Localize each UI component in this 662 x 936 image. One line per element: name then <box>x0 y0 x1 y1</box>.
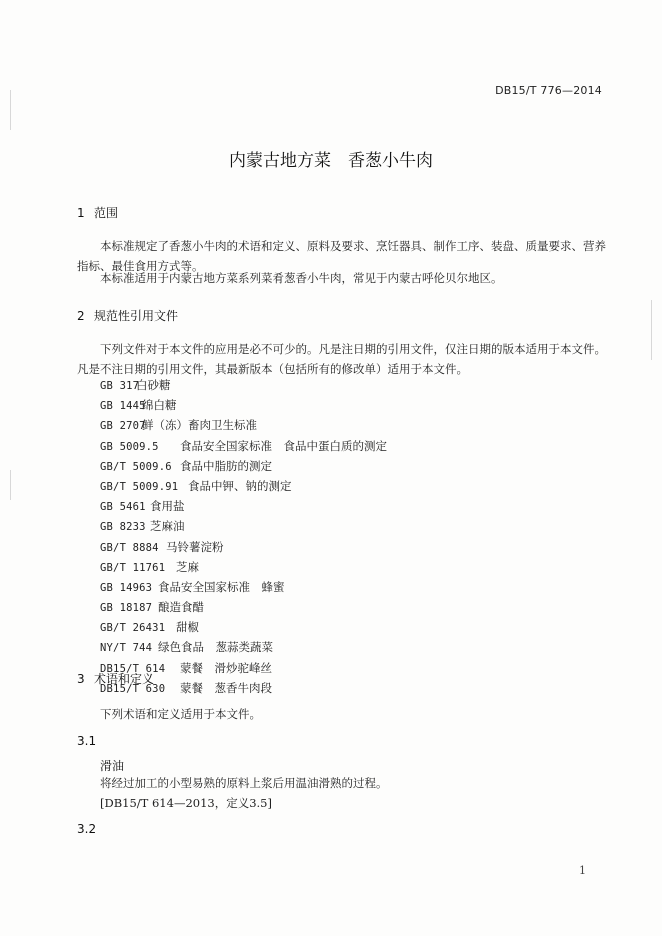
references-intro: 下列文件对于本文件的应用是必不可少的。凡是注日期的引用文件，仅注日期的版本适用于本文件。凡是不注日期的引用文件，其最新版本（包括所有的修改单）适用于本文件。 <box>77 342 606 376</box>
scope-paragraph-2: 本标准适用于内蒙古地方菜系列菜肴葱香小牛肉，常见于内蒙古呼伦贝尔地区。 <box>100 271 503 285</box>
list-item <box>100 557 387 577</box>
reference-code: GB/T 8884 <box>100 541 159 554</box>
section-number: 3 <box>77 672 85 686</box>
list-item <box>100 415 387 435</box>
page-number: 1 <box>579 864 586 877</box>
reference-name: 白砂糖 <box>136 378 171 392</box>
reference-name: 芝麻油 <box>150 519 185 534</box>
reference-code: GB 1445 <box>100 400 146 413</box>
list-item <box>100 537 387 557</box>
reference-code: GB 8233 <box>100 521 146 534</box>
reference-code: GB/T 11761 <box>100 561 166 574</box>
terms-intro: 下列术语和定义适用于本文件。 <box>100 707 261 721</box>
term-name: 滑油 <box>100 759 125 773</box>
document-number: DB15/T 776—2014 <box>495 84 602 97</box>
reference-name: 蒙餐 葱香牛肉段 <box>180 680 272 695</box>
section-title: 规范性引用文件 <box>94 309 179 323</box>
list-item <box>100 516 387 536</box>
section-heading-normative-references <box>77 307 178 324</box>
term-definition: 将经过加工的小型易熟的原料上浆后用温油滑熟的过程。 <box>100 776 388 790</box>
reference-name: 芝麻 <box>176 559 199 574</box>
list-item <box>100 617 387 637</box>
reference-name: 马铃薯淀粉 <box>166 539 224 554</box>
document-title: 内蒙古地方菜 香葱小牛肉 <box>229 151 433 171</box>
list-item <box>100 456 387 476</box>
reference-name: 绵白糖 <box>142 398 177 413</box>
section-title: 术语和定义 <box>94 672 155 686</box>
section-number: 2 <box>77 309 85 323</box>
reference-name: 食品安全国家标准 食品中蛋白质的测定 <box>180 438 387 453</box>
reference-code: NY/T 744 <box>100 642 153 655</box>
reference-code: GB/T 5009.91 <box>100 480 179 493</box>
scan-artifact <box>651 300 652 360</box>
list-item <box>100 476 387 496</box>
scan-artifact <box>10 90 11 130</box>
section-number: 1 <box>77 206 85 220</box>
reference-code: GB 14963 <box>100 581 153 594</box>
section-title: 范围 <box>94 206 119 220</box>
term-source: [DB15/T 614—2013，定义3.5] <box>100 796 272 810</box>
list-item <box>100 395 387 415</box>
reference-list <box>100 375 387 698</box>
list-item <box>100 436 387 456</box>
reference-code: GB/T 26431 <box>100 622 166 635</box>
reference-name: 食品中钾、钠的测定 <box>188 478 292 493</box>
reference-name: 甜椒 <box>176 620 199 635</box>
reference-code: DB15/T 614 <box>100 662 166 675</box>
list-item <box>100 577 387 597</box>
section-heading-terms-and-definitions <box>77 670 154 687</box>
reference-name: 蒙餐 滑炒驼峰丝 <box>180 660 272 675</box>
term-number: 3.1 <box>77 734 97 748</box>
reference-name: 鲜（冻）畜肉卫生标准 <box>142 418 257 433</box>
list-item <box>100 637 387 657</box>
reference-code: GB 317 <box>100 380 140 392</box>
scope-paragraph-1: 本标准规定了香葱小牛肉的术语和定义、原料及要求、烹饪器具、制作工序、装盘、质量要求、营养指标、最佳食用方式等。 <box>77 239 606 273</box>
reference-code: GB 5009.5 <box>100 440 159 453</box>
list-item <box>100 597 387 617</box>
reference-code: DB15/T 630 <box>100 682 166 695</box>
section-heading-scope <box>77 204 118 221</box>
reference-code: GB 5461 <box>100 501 146 514</box>
reference-code: GB 18187 <box>100 602 153 615</box>
term-number: 3.2 <box>77 822 97 836</box>
reference-name: 食品安全国家标准 蜂蜜 <box>158 579 285 594</box>
list-item <box>100 375 387 395</box>
reference-name: 食品中脂肪的测定 <box>180 458 272 473</box>
list-item <box>100 496 387 516</box>
reference-name: 绿色食品 葱蒜类蔬菜 <box>158 640 273 655</box>
reference-code: GB 2707 <box>100 420 146 433</box>
reference-name: 酿造食醋 <box>158 600 204 615</box>
reference-code: GB/T 5009.6 <box>100 460 172 473</box>
scan-artifact <box>10 470 11 500</box>
reference-name: 食用盐 <box>150 499 185 514</box>
